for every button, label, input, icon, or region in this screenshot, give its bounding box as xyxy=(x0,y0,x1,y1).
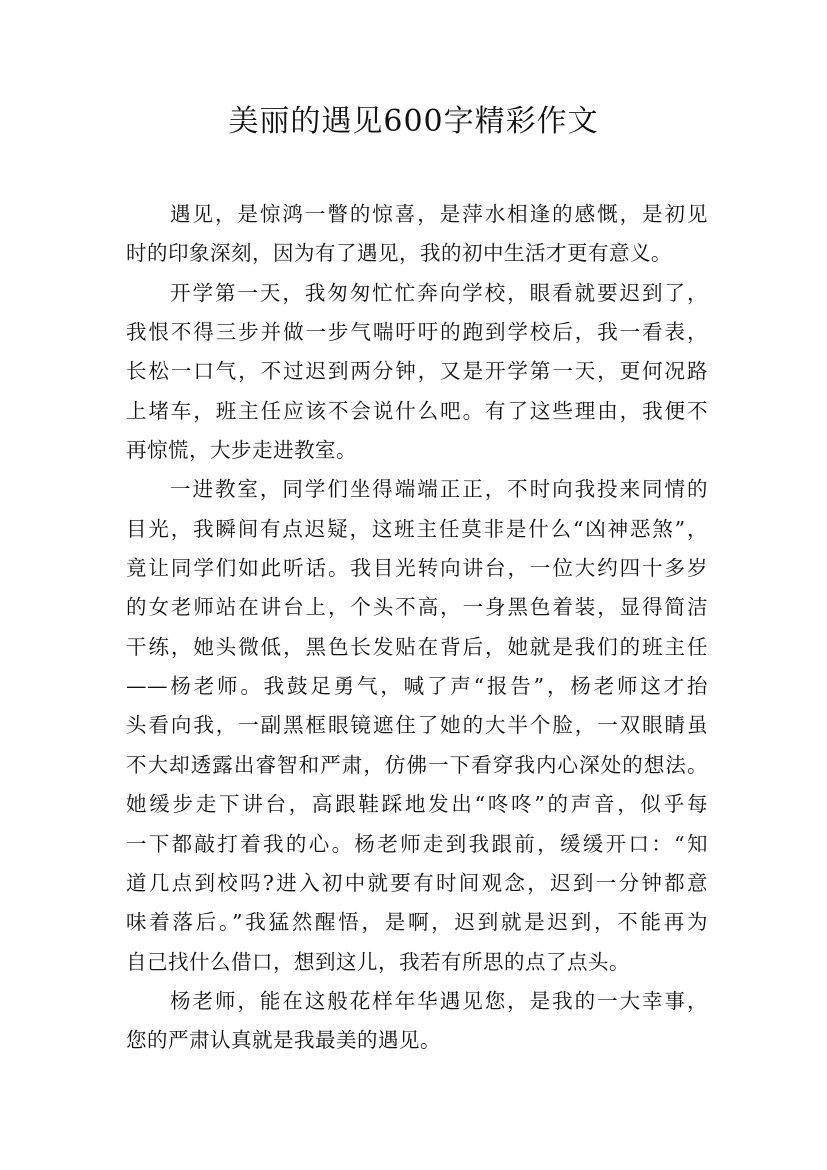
text-line: 您的严肃认真就是我最美的遇见。 xyxy=(126,1028,441,1053)
text-line: 再惊慌，大步走进教室。 xyxy=(126,438,357,463)
text-line: 开学第一天，我匆匆忙忙奔向学校，眼看就要迟到了， xyxy=(170,280,708,305)
text-line: 味着落后。”我猛然醒悟，是啊，迟到就是迟到，不能再为 xyxy=(126,910,708,935)
text-line: 长松一口气，不过迟到两分钟，又是开学第一天，更何况路 xyxy=(126,359,708,384)
text-line: 道几点到校吗?进入初中就要有时间观念，迟到一分钟都意 xyxy=(126,870,708,895)
text-line: 一下都敲打着我的心。杨老师走到我跟前，缓缓开口：“知 xyxy=(126,831,708,856)
text-line: 遇见，是惊鸿一瞥的惊喜，是萍水相逢的感慨，是初见 xyxy=(170,202,708,226)
text-line: 的女老师站在讲台上，个头不高，一身黑色着装，显得简洁 xyxy=(126,595,708,620)
text-line: 头看向我，一副黑框眼镜遮住了她的大半个脸，一双眼睛虽 xyxy=(126,713,708,738)
text-line: 时的印象深刻，因为有了遇见，我的初中生活才更有意义。 xyxy=(126,241,672,266)
text-line: 我恨不得三步并做一步气喘吁吁的跑到学校后，我一看表， xyxy=(126,320,708,345)
document-body xyxy=(126,195,708,1061)
text-line: 杨老师，能在这般花样年华遇见您，是我的一大幸事， xyxy=(170,988,708,1013)
text-line: 她缓步走下讲台，高跟鞋踩地发出“咚咚”的声音，似乎每 xyxy=(126,792,708,817)
text-line: 上堵车，班主任应该不会说什么吧。有了这些理由，我便不 xyxy=(126,398,708,423)
text-line: 一进教室，同学们坐得端端正正，不时向我投来同情的 xyxy=(170,477,708,502)
text-line: ——杨老师。我鼓足勇气，喊了声“报告”，杨老师这才抬 xyxy=(126,674,708,699)
text-line: 目光，我瞬间有点迟疑，这班主任莫非是什么“凶神恶煞”， xyxy=(126,516,708,541)
text-line: 不大却透露出睿智和严肃，仿佛一下看穿我内心深处的想法。 xyxy=(126,752,708,777)
text-line: 竟让同学们如此听话。我目光转向讲台，一位大约四十多岁 xyxy=(126,556,708,581)
text-line: 自己找什么借口，想到这儿，我若有所思的点了点头。 xyxy=(126,949,630,974)
text-line: 干练，她头微低，黑色长发贴在背后，她就是我们的班主任 xyxy=(126,634,708,659)
document-title: 美丽的遇见600字精彩作文 xyxy=(228,104,599,139)
